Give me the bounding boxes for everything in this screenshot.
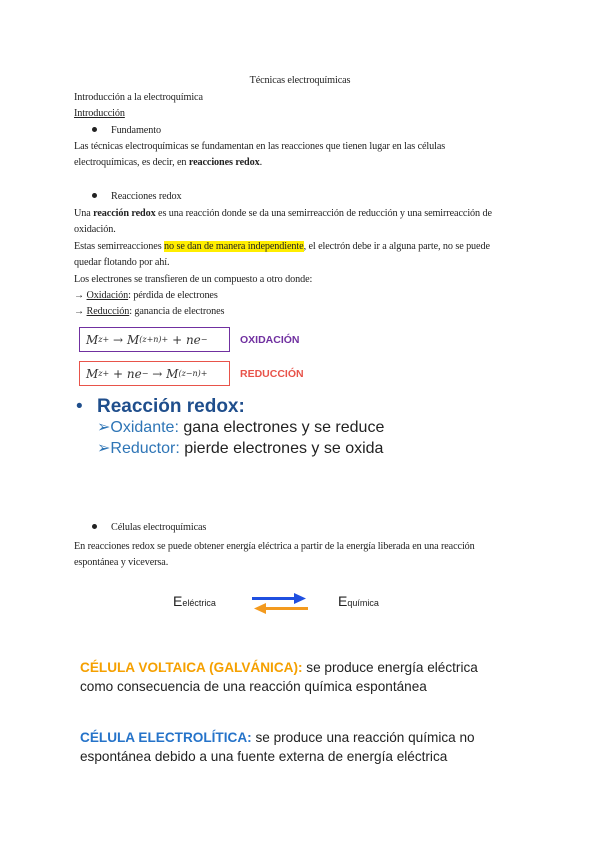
bullet-icon [92, 524, 97, 529]
bullet-icon [92, 127, 97, 132]
reduction-equation: M z+ + ne − → M (z−n)+ [79, 361, 230, 386]
page-title [0, 73, 600, 90]
oxidacion-text: : pérdida de electrones [128, 290, 218, 301]
oxidante-line [97, 417, 384, 437]
bullet-redox [92, 189, 182, 206]
redox-p2-line2: quedar flotando por ahí. [74, 257, 170, 268]
voltaica-term: CÉLULA VOLTAICA (GALVÁNICA): [80, 660, 303, 675]
bullet-redox-label: Reacciones redox [111, 191, 182, 202]
electrolitica-line2: espontánea debido a una fuente externa de energía eléctrica [80, 749, 448, 764]
page-title-text: Técnicas electroquímicas [249, 75, 351, 86]
arrow-right-icon: → [74, 290, 85, 301]
fundamento-line2 [74, 155, 262, 172]
bullet-fundamento-label: Fundamento [111, 125, 161, 136]
redox-p1-line1 [74, 206, 492, 223]
backward-arrow-icon [254, 603, 308, 614]
energia-electrica [173, 593, 216, 609]
eq-symbol: M [126, 332, 140, 347]
redox-p2-pre: Estas semirreacciones [74, 241, 165, 252]
bullet-celulas [92, 520, 206, 537]
redox-p2-line1 [74, 239, 490, 256]
bullet-icon [92, 193, 97, 198]
oxidacion-def [74, 288, 218, 305]
eq-electrons: + ne [113, 366, 142, 381]
redox-box-title: Reacción redox: [97, 396, 245, 417]
eq-symbol: M [86, 366, 99, 381]
reduccion-text: : ganancia de electrones [129, 306, 225, 317]
oxidation-label: OXIDACIÓN [240, 334, 300, 346]
eq-symbol: M [86, 332, 99, 347]
main-heading: Introducción a la electroquímica [74, 92, 203, 103]
energy-subscript: química [347, 598, 379, 608]
electrolitica-term: CÉLULA ELECTROLÍTICA: [80, 730, 252, 745]
reductor-term: Reductor: [110, 440, 180, 457]
fundamento-line1: Las técnicas electroquímicas se fundamentan en las reacciones que tienen lugar en las células [74, 141, 446, 152]
energy-symbol: E [173, 593, 183, 609]
electrolitica-text: se produce una reacción química no [251, 730, 475, 745]
reductor-line [97, 438, 383, 458]
arrow-bullet-icon: ➢ [97, 440, 111, 457]
reaction-arrow-icon: → [152, 366, 163, 381]
voltaica-line2: como consecuencia de una reacción química espontánea [80, 679, 427, 694]
arrow-bullet-icon: ➢ [97, 419, 111, 436]
oxidacion-term: Oxidación [86, 290, 129, 301]
redox-p1-post: es una reacción donde se da una semirreacción de reducción y una semirreacción de [155, 208, 492, 219]
fundamento-text: electroquímicas, es decir, en [74, 157, 189, 168]
redox-bullet-icon: • [76, 396, 83, 417]
fundamento-bold: reacciones redox [188, 157, 260, 168]
energia-quimica [338, 593, 379, 609]
bullet-celulas-label: Células electroquímicas [111, 522, 207, 533]
voltaica-line1 [80, 658, 478, 677]
celulas-line1: En reacciones redox se puede obtener energía eléctrica a partir de la energía liberada en una reacción [74, 541, 475, 552]
energy-subscript: eléctrica [182, 598, 216, 608]
electrolitica-line1 [80, 728, 475, 747]
eq-electrons: + ne [172, 332, 201, 347]
reduccion-term: Reducción [86, 306, 130, 317]
oxidante-term: Oxidante: [110, 419, 179, 436]
arrow-right-icon: → [74, 306, 85, 317]
redox-p1-pre: Una [74, 208, 94, 219]
bullet-fundamento [92, 123, 161, 140]
energy-symbol: E [338, 593, 348, 609]
eq-symbol: M [166, 366, 179, 381]
fundamento-end: . [259, 157, 263, 168]
redox-p1-line2: oxidación. [74, 224, 116, 235]
forward-arrow-icon [252, 593, 306, 604]
oxidante-text: gana electrones y se reduce [178, 419, 385, 436]
celulas-line2: espontánea y viceversa. [74, 557, 169, 568]
reduccion-def [74, 304, 224, 321]
equilibrium-arrows-icon [250, 592, 310, 616]
sub-heading: Introducción [74, 108, 125, 119]
redox-p2-highlight: no se dan de manera independiente [164, 241, 304, 252]
redox-p1-bold: reacción redox [93, 208, 156, 219]
redox-p3: Los electrones se transfieren de un compuesto a otro donde: [74, 274, 313, 285]
oxidation-equation: M z+ → M (z+n)+ + ne − [79, 327, 230, 352]
reduction-label: REDUCCIÓN [240, 368, 304, 380]
reductor-text: pierde electrones y se oxida [179, 440, 384, 457]
reaction-arrow-icon: → [113, 332, 124, 347]
redox-p2-post: , el electrón debe ir a alguna parte, no se puede [303, 241, 490, 252]
voltaica-text: se produce energía eléctrica [302, 660, 478, 675]
